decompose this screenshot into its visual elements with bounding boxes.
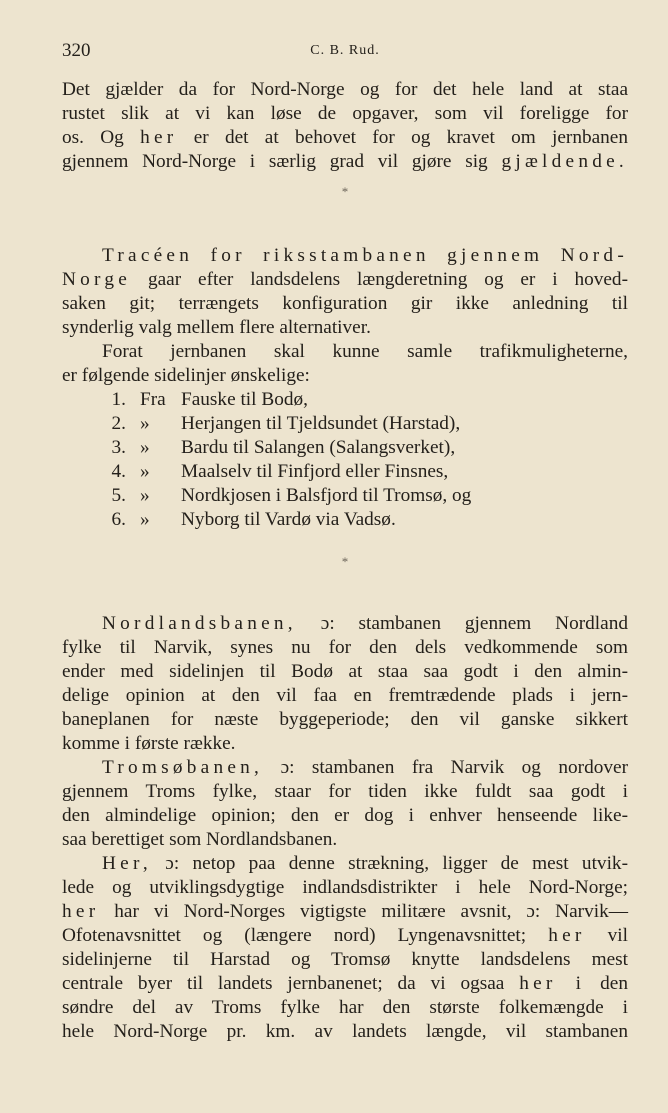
paragraph-1 — [62, 78, 628, 174]
list-number: 6. — [111, 509, 126, 530]
spaced-heading: Tromsøbanen, — [102, 757, 264, 778]
spaced-heading: Nordlandsbanen, — [102, 613, 297, 634]
text-line — [62, 612, 628, 636]
paragraph-3 — [62, 340, 628, 388]
list-item — [62, 412, 628, 436]
spaced-word: her — [62, 901, 100, 922]
text-line — [62, 756, 628, 780]
ditto-mark: » — [140, 437, 150, 458]
text-line: hele Nord-Norge pr. km. av landets længde, vil stambanen — [62, 1021, 628, 1042]
text-run: er det at behovet for og kravet om jernbanen — [177, 127, 629, 148]
running-head: C. B. Rud. — [310, 43, 380, 58]
spaced-word: gjældende. — [501, 151, 628, 172]
ditto-mark: » — [140, 413, 150, 434]
list-text: Bardu til Salangen (Salangsverket), — [181, 437, 456, 458]
page-header — [62, 40, 628, 66]
text-run: har vi Nord-Norges vigtigste militære avsnit, ɔ: Narvik— — [99, 901, 628, 922]
text-line: baneplanen for næste byggeperiode; den vil ganske sikkert — [62, 709, 628, 730]
text-run: gjennem Nord-Norge i særlig grad vil gjøre sig — [62, 151, 502, 172]
list-lead: Fra — [140, 389, 166, 410]
spaced-word: her — [140, 127, 178, 148]
list-text: Herjangen til Tjeldsundet (Harstad), — [181, 413, 461, 434]
ditto-mark: » — [140, 461, 150, 482]
text-run: vil — [585, 925, 628, 946]
text-line: komme i første række. — [62, 733, 236, 754]
text-run: ɔ: stambanen fra Narvik og nordover — [263, 757, 628, 778]
text-line — [62, 924, 628, 948]
paragraph-6 — [62, 852, 628, 1044]
ditto-mark: » — [140, 509, 150, 530]
list-text: Maalselv til Finfjord eller Finsnes, — [181, 461, 449, 482]
text-line: synderlig valg mellem flere alternativer. — [62, 317, 371, 338]
list-text: Fauske til Bodø, — [181, 389, 308, 410]
list-text: Nordkjosen i Balsfjord til Tromsø, og — [181, 485, 472, 506]
paragraph-2 — [62, 244, 628, 340]
text-line: delige opinion at den vil faa en fremtrædende plads i jern- — [62, 685, 628, 706]
list-item — [62, 388, 628, 412]
list-item — [62, 460, 628, 484]
text-line: søndre del av Troms fylke har den største folkemængde i — [62, 997, 628, 1018]
list-item — [62, 436, 628, 460]
page-number: 320 — [62, 40, 91, 61]
text-line — [62, 150, 628, 174]
text-line: Det gjælder da for Nord-Norge og for det hele land at staa — [62, 79, 628, 100]
spaced-word: Her, — [102, 853, 152, 874]
text-line — [62, 126, 628, 150]
text-line: lede og utviklingsdygtige indlandsdistrikter i hele Nord-Norge; — [62, 877, 628, 898]
text-line — [62, 268, 628, 292]
paragraph-5 — [62, 756, 628, 852]
text-line: fylke til Narvik, synes nu for den dels vedkommende som — [62, 637, 628, 658]
text-line — [62, 972, 628, 996]
text-run: den — [585, 973, 628, 994]
list-number: 4. — [111, 461, 126, 482]
spaced-word: her i — [519, 973, 586, 994]
section-separator: * — [341, 554, 349, 569]
paragraph-4 — [62, 612, 628, 756]
text-run: Ofotenavsnittet og (længere nord) Lyngenavsnittet; — [62, 925, 549, 946]
text-line: ender med sidelinjen til Bodø at staa saa godt i den almin- — [62, 661, 628, 682]
text-line: er følgende sidelinjer ønskelige: — [62, 365, 310, 386]
section-separator: * — [341, 184, 349, 199]
text-line: sidelinjerne til Harstad og Tromsø knytte landsdelens mest — [62, 949, 628, 970]
list-number: 3. — [111, 437, 126, 458]
body-text — [62, 78, 628, 1044]
text-run: os. Og — [62, 127, 141, 148]
text-line — [62, 244, 628, 268]
text-run: gaar efter landsdelens længderetning og er i hoved- — [131, 269, 628, 290]
route-list — [62, 388, 628, 532]
text-line: saken git; terrængets konfiguration gir ikke anledning til — [62, 293, 628, 314]
spaced-word: her — [548, 925, 586, 946]
list-item — [62, 484, 628, 508]
text-run: ɔ: stambanen gjennem Nordland — [296, 613, 628, 634]
text-line: Forat jernbanen skal kunne samle trafikmuligheterne, — [102, 341, 628, 362]
text-run: ɔ: netop paa denne strækning, ligger de mest utvik- — [151, 853, 628, 874]
text-run: centrale byer til landets jernbanenet; da vi ogsaa — [62, 973, 520, 994]
list-number: 2. — [111, 413, 126, 434]
list-item — [62, 508, 628, 532]
ditto-mark: » — [140, 485, 150, 506]
text-line — [62, 900, 628, 924]
text-line — [62, 852, 628, 876]
text-line: rustet slik at vi kan løse de opgaver, som vil foreligge for — [62, 103, 628, 124]
spaced-heading: Tracéen for riksstambanen gjennem Nord- — [102, 245, 628, 266]
list-number: 1. — [111, 389, 126, 410]
text-line: den almindelige opinion; den er dog i enhver henseende like- — [62, 805, 628, 826]
text-line: gjennem Troms fylke, staar for tiden ikke fuldt saa godt i — [62, 781, 628, 802]
list-number: 5. — [111, 485, 126, 506]
list-text: Nyborg til Vardø via Vadsø. — [181, 509, 396, 530]
spaced-word: Norge — [62, 269, 132, 290]
text-line: saa berettiget som Nordlandsbanen. — [62, 829, 338, 850]
